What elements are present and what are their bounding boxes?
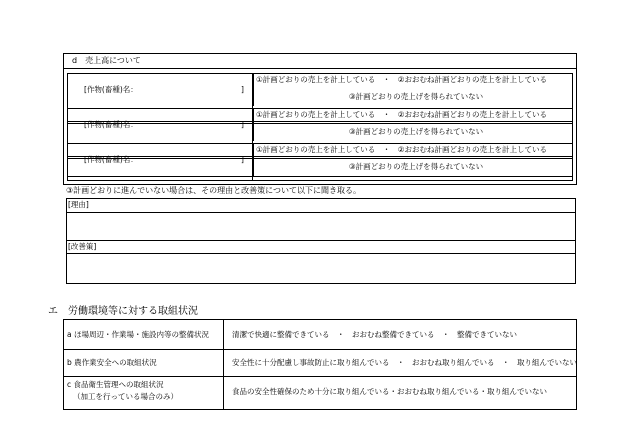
crop-name-label: [作物(畜種)名： <box>84 155 138 164</box>
improvement-label: [改善策] <box>68 242 97 251</box>
hygiene-row-options: 食品の安全性確保のため十分に取り組んでいる・おおむね取り組んでいる・取り組んでいない <box>232 387 547 396</box>
sales-option-line2: ③計画どおりの売上げを得られていない <box>348 92 484 101</box>
follow-up-note: ③計画どおりに進んでいない場合は、その理由と改善策について以下に聞き取る。 <box>66 186 362 195</box>
hygiene-row-label-note: （加工を行っている場合のみ） <box>73 392 178 401</box>
crop-name-label: [作物(畜種)名： <box>84 120 138 129</box>
reason-improvement-box <box>66 198 576 284</box>
crop-name-bracket: ] <box>241 85 244 94</box>
environment-row-options: 清潔で快適に整備できている ・ おおむね整備できている ・ 整備できていない <box>232 330 517 339</box>
section-d-title: d 売上高について <box>72 56 141 65</box>
sales-option-line1: ①計画どおりの売上を計上している ・ ②おおむね計画どおりの売上を計上している <box>256 110 547 119</box>
safety-row-options: 安全性に十分配慮し事故防止に取り組んでいる ・ おおむね取り組んでいる ・ 取り組んでいない <box>232 358 577 367</box>
crop-name-bracket: ] <box>241 155 244 164</box>
sales-option-line1: ①計画どおりの売上を計上している ・ ②おおむね計画どおりの売上を計上している <box>256 145 547 154</box>
sales-option-line2: ③計画どおりの売上げを得られていない <box>348 162 484 171</box>
reason-label: [理由] <box>68 200 89 209</box>
sales-option-line2: ③計画どおりの売上げを得られていない <box>348 127 484 136</box>
crop-name-bracket: ] <box>241 120 244 129</box>
environment-row-label: a ほ場周辺・作業場・施設内等の整備状況 <box>67 330 209 339</box>
hygiene-row-label: c 食品衛生管理への取組状況 <box>67 380 164 389</box>
sales-option-line1: ①計画どおりの売上を計上している ・ ②おおむね計画どおりの売上を計上している <box>256 75 547 84</box>
crop-name-label: [作物(畜種)名： <box>84 85 138 94</box>
safety-row-label: b 農作業安全への取組状況 <box>67 358 157 367</box>
section-e-title: エ 労働環境等に対する取組状況 <box>48 306 198 317</box>
